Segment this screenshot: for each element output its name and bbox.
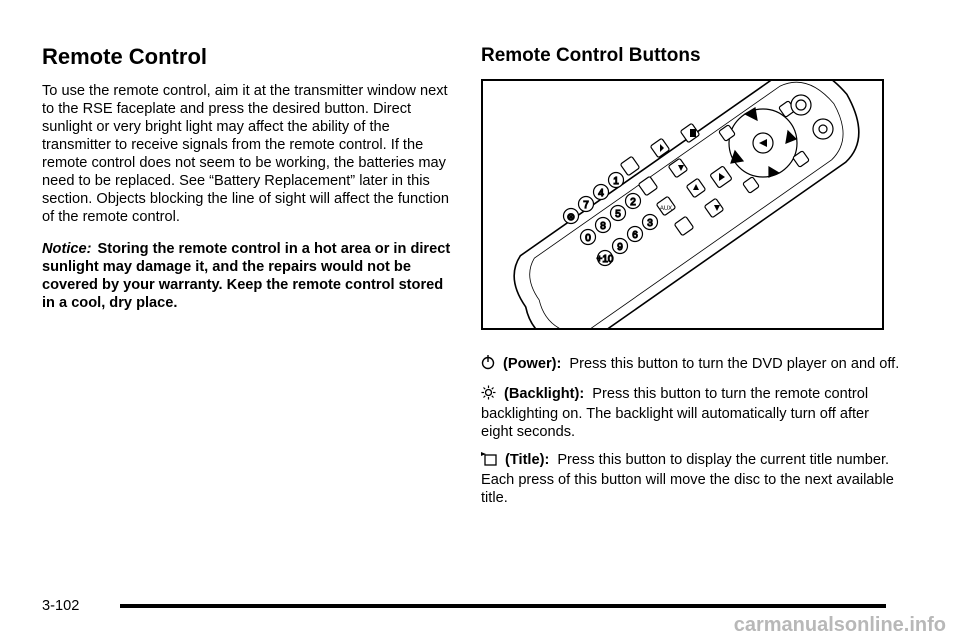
key-1-label: 1 [613,176,619,187]
title-term: (Title): [505,452,550,468]
subsection-title: Remote Control Buttons [481,45,701,66]
svg-text:⊗: ⊗ [566,212,576,223]
right-column [481,44,901,517]
notice-text: Storing the remote control in a hot area or in direct sunlight may damage it, and the repairs would not be covered by your warranty. Keep the remote control stored in a cool, dry place. [42,241,451,311]
key-8-label: 8 [600,221,606,232]
key-0-label: 0 [585,233,591,244]
key-2-label: 2 [630,197,636,208]
power-description [481,354,901,375]
title-icon [481,451,497,471]
remote-body [496,81,878,328]
notice-lead: Notice: [42,241,92,257]
footer-rule [120,604,886,608]
remote-control-drawing [483,81,882,328]
aux-label: AUX [659,206,673,212]
backlight-text: Press this button to turn the remote control backlighting on. The backlight will automatically turn off after eight seconds. [481,386,870,440]
notice-paragraph [42,240,460,312]
intro-paragraph: To use the remote control, aim it at the transmitter window next to the RSE faceplate and press the desired button. Direct sunlight or very bright light may affect the ability of the transmitter to receive signals from the remote control. If the remote control does not seem to be working, the batteries may need to be replaced. See “Battery Replacement” later in this section. Objects blocking the line of sight will affect the function of the remote control. [42,83,449,225]
backlight-term: (Backlight): [504,386,585,402]
power-icon [481,354,495,375]
section-title: Remote Control [42,44,207,69]
watermark: carmanualsonline.info [733,614,946,636]
title-text: Press this button to display the current title number. Each press of this button will move the disc to the next available title. [481,452,894,506]
page-number: 3-102 [42,598,80,614]
backlight-icon [481,385,496,405]
key-6-label: 6 [632,230,638,241]
key-7-label: 7 [583,200,589,211]
remote-control-illustration [481,79,884,330]
key-5-label: 5 [615,209,621,220]
left-column [42,44,460,312]
svg-text:+10: +10 [596,254,614,265]
title-description [481,451,901,507]
backlight-description [481,385,901,441]
power-text: Press this button to turn the DVD player on and off. [569,356,900,372]
key-4-label: 4 [598,188,604,199]
key-9-label: 9 [617,242,623,253]
key-3-label: 3 [647,218,653,229]
power-term: (Power): [503,356,562,372]
